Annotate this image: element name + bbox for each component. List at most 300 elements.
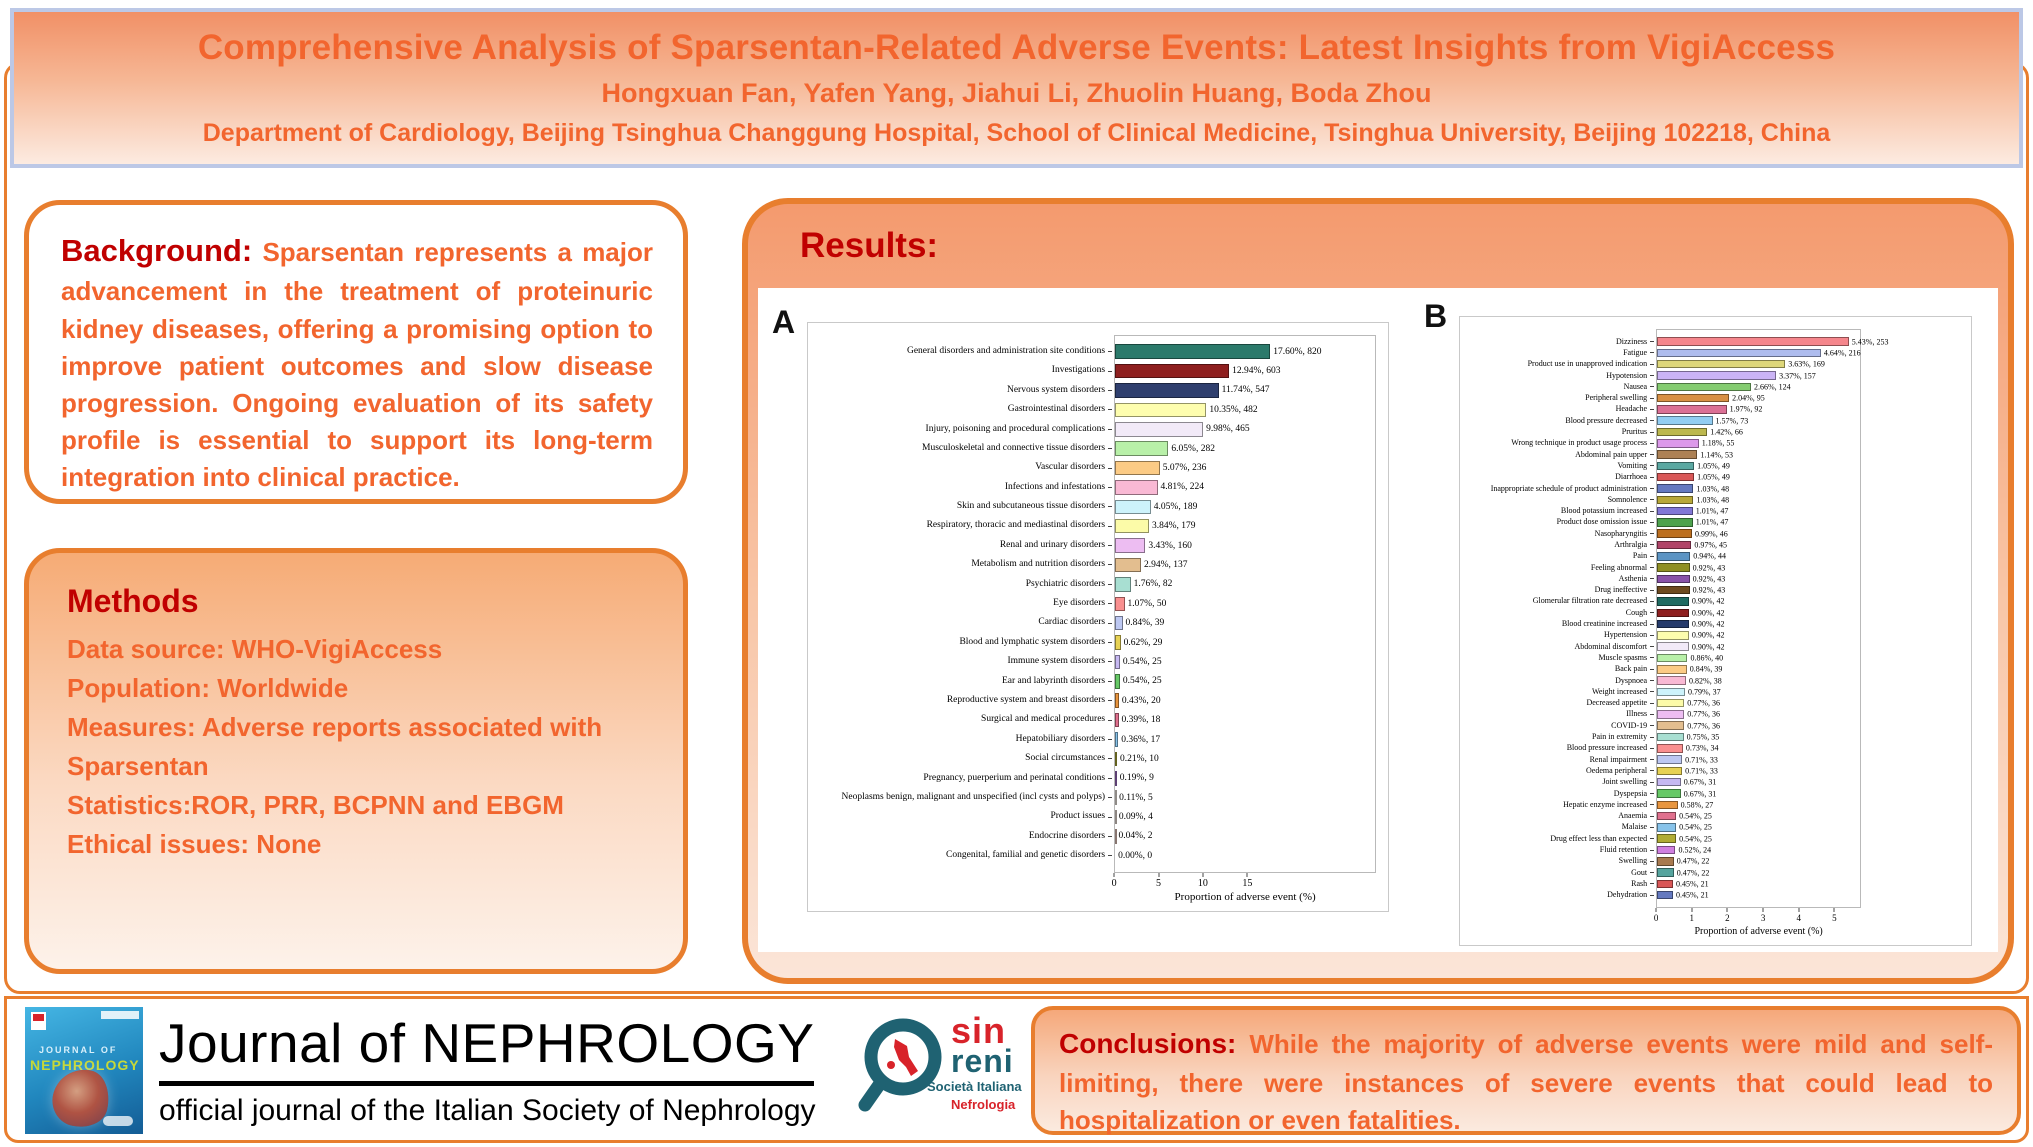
value-label: 0.92%, 43 xyxy=(1692,574,1726,584)
category-label: Endocrine disorders xyxy=(818,827,1114,846)
value-label: 0.82%, 38 xyxy=(1689,676,1722,686)
category-label: Renal and urinary disorders xyxy=(818,536,1114,555)
cover-publisher-mark xyxy=(103,1116,133,1126)
category-label: Nasopharyngitis xyxy=(1470,528,1656,539)
bar xyxy=(1115,597,1124,612)
axis-tick-label: 0 xyxy=(1653,912,1659,923)
background-section xyxy=(24,200,688,504)
bar-row xyxy=(1657,573,1860,584)
axis-tick xyxy=(1158,873,1159,877)
category-label: Nervous system disorders xyxy=(818,381,1114,400)
methods-section xyxy=(24,548,688,974)
bar-row xyxy=(1115,710,1375,729)
bar xyxy=(1115,655,1120,670)
value-label: 0.97%, 45 xyxy=(1694,540,1728,550)
category-label: Drug effect less than expected xyxy=(1470,833,1656,844)
category-label: Neoplasms benign, malignant and unspecified (incl cysts and polyps) xyxy=(818,788,1114,807)
journal-title: Journal of NEPHROLOGY xyxy=(159,1011,814,1086)
category-label: Musculoskeletal and connective tissue disorders xyxy=(818,439,1114,458)
value-label: 1.01%, 47 xyxy=(1695,506,1729,516)
bar-row xyxy=(1115,381,1375,400)
value-label: 1.03%, 48 xyxy=(1696,495,1730,505)
bar xyxy=(1657,834,1676,843)
axis-tick xyxy=(1798,908,1799,912)
plot-area-wrap xyxy=(1111,335,1376,903)
bar xyxy=(1657,349,1821,358)
bar-row xyxy=(1657,878,1860,889)
value-label: 0.11%, 5 xyxy=(1119,792,1153,803)
bar xyxy=(1657,744,1683,753)
panel-a-letter: A xyxy=(772,304,796,340)
bar-row xyxy=(1115,458,1375,477)
bar xyxy=(1657,462,1694,471)
category-label: Wrong technique in product usage process xyxy=(1470,438,1656,449)
methods-line-statistics: Statistics:ROR, PRR, BCPNN and EBGM xyxy=(67,790,564,820)
bar-row xyxy=(1657,618,1860,629)
category-label: Skin and subcutaneous tissue disorders xyxy=(818,497,1114,516)
value-label: 0.52%, 24 xyxy=(1678,845,1712,855)
category-label: Investigations xyxy=(818,361,1114,380)
bar-row xyxy=(1657,505,1860,516)
bar-row xyxy=(1115,652,1375,671)
bar-row xyxy=(1657,585,1860,596)
category-label: Swelling xyxy=(1470,856,1656,867)
category-axis xyxy=(818,335,1114,903)
category-label: Abdominal discomfort xyxy=(1470,641,1656,652)
bar xyxy=(1657,880,1673,889)
value-label: 2.94%, 137 xyxy=(1144,559,1188,570)
conclusions-body: While the majority of adverse events were mild and self-limiting, there were instances of severe events that could lead to hospitalization or even fatalities. xyxy=(1059,1029,1993,1136)
value-label: 0.92%, 43 xyxy=(1692,563,1726,573)
category-label: Glomerular filtration rate decreased xyxy=(1470,596,1656,607)
value-label: 3.84%, 179 xyxy=(1151,521,1196,532)
bar xyxy=(1657,529,1692,538)
bar xyxy=(1657,383,1751,392)
header-banner xyxy=(10,8,2023,168)
bar xyxy=(1657,891,1673,900)
bar xyxy=(1657,642,1689,651)
authors-line: Hongxuan Fan, Yafen Yang, Jiahui Li, Zhuolin Huang, Boda Zhou xyxy=(601,78,1432,108)
axis-tick xyxy=(1691,908,1692,912)
category-label: Decreased appetite xyxy=(1470,698,1656,709)
category-label: Somnolence xyxy=(1470,494,1656,505)
bar xyxy=(1657,337,1849,346)
bar xyxy=(1115,577,1131,592)
value-label: 0.84%, 39 xyxy=(1125,618,1165,629)
category-label: Asthenia xyxy=(1470,573,1656,584)
sin-logo-text-sin: sin xyxy=(951,1010,1007,1051)
sin-logo-text-nefrologia: Nefrologia xyxy=(951,1097,1016,1112)
value-label: 0.21%, 10 xyxy=(1119,753,1159,764)
bar xyxy=(1657,801,1677,810)
value-label: 0.77%, 36 xyxy=(1687,698,1720,708)
category-label: Blood creatinine increased xyxy=(1470,618,1656,629)
bar xyxy=(1115,519,1149,534)
page-title: Comprehensive Analysis of Sparsentan-Related Adverse Events: Latest Insights from VigiAccess xyxy=(197,28,1836,67)
category-label: Infections and infestations xyxy=(818,478,1114,497)
value-label: 0.00%, 0 xyxy=(1118,850,1153,861)
value-label: 11.74%, 547 xyxy=(1221,385,1270,396)
bar xyxy=(1657,823,1676,832)
bar-row xyxy=(1657,788,1860,799)
bar xyxy=(1657,688,1685,697)
value-label: 4.64%, 216 xyxy=(1823,348,1861,358)
bar-row xyxy=(1657,698,1860,709)
bar xyxy=(1657,541,1691,550)
methods-heading: Methods xyxy=(67,583,199,619)
value-label: 0.67%, 31 xyxy=(1683,789,1717,799)
bar xyxy=(1657,812,1676,821)
value-label: 0.45%, 21 xyxy=(1675,890,1709,900)
sin-logo-text-reni: reni xyxy=(951,1043,1014,1079)
bar-row xyxy=(1657,370,1860,381)
category-label: Muscle spasms xyxy=(1470,652,1656,663)
value-label: 1.18%, 55 xyxy=(1701,438,1735,448)
value-label: 1.01%, 47 xyxy=(1695,517,1729,527)
category-label: Blood potassium increased xyxy=(1470,505,1656,516)
chart-b xyxy=(1459,316,1972,946)
value-label: 9.98%, 465 xyxy=(1206,424,1250,435)
category-label: Pregnancy, puerperium and perinatal conditions xyxy=(818,769,1114,788)
value-label: 0.47%, 22 xyxy=(1676,856,1710,866)
value-label: 1.14%, 53 xyxy=(1700,450,1734,460)
value-label: 0.79%, 37 xyxy=(1687,687,1721,697)
bar-row xyxy=(1115,594,1375,613)
bar-row xyxy=(1115,555,1375,574)
bar xyxy=(1115,693,1119,708)
bar xyxy=(1115,616,1122,631)
value-label: 3.43%, 160 xyxy=(1148,540,1192,551)
journal-branding xyxy=(159,1011,816,1128)
value-label: 0.54%, 25 xyxy=(1122,656,1162,667)
x-axis-label: Proportion of adverse event (%) xyxy=(1694,925,1823,937)
bar xyxy=(1115,441,1168,456)
value-label: 0.09%, 4 xyxy=(1118,812,1153,823)
bar xyxy=(1657,778,1681,787)
background-heading: Background: xyxy=(61,233,253,268)
bar-row xyxy=(1657,426,1860,437)
bar-row xyxy=(1657,517,1860,528)
bar-row xyxy=(1115,633,1375,652)
category-label: Pain in extremity xyxy=(1470,731,1656,742)
bar xyxy=(1657,755,1682,764)
bar-row xyxy=(1115,400,1375,419)
axis-tick xyxy=(1727,908,1728,912)
bar-row xyxy=(1115,691,1375,710)
journal-subtitle: official journal of the Italian Society of Nephrology xyxy=(159,1094,816,1127)
bar-row xyxy=(1657,810,1860,821)
results-section xyxy=(742,198,2014,984)
category-label: Renal impairment xyxy=(1470,754,1656,765)
bar xyxy=(1657,507,1693,516)
category-label: Metabolism and nutrition disorders xyxy=(818,555,1114,574)
affiliation-line: Department of Cardiology, Beijing Tsinghua Changgung Hospital, School of Clinical Medicine, Tsinghua University, Beijing 102218, China xyxy=(202,119,1831,147)
category-label: Cardiac disorders xyxy=(818,613,1114,632)
value-label: 2.66%, 124 xyxy=(1754,382,1791,392)
background-body: Sparsentan represents a major advancement in the treatment of proteinuric kidney diseases, offering a promising option to improve patient outcomes and slow disease progression. Ongoing evaluation of its safety profile is essential to support its long-term integration into clinical practice. xyxy=(61,237,653,493)
value-label: 0.90%, 42 xyxy=(1691,596,1725,606)
chart-a xyxy=(807,322,1389,912)
value-label: 1.42%, 66 xyxy=(1710,427,1743,437)
axis-tick xyxy=(1202,873,1203,877)
category-label: Product dose omission issue xyxy=(1470,517,1656,528)
value-label: 0.58%, 27 xyxy=(1680,800,1714,810)
methods-line-data-source: Data source: WHO-VigiAccess xyxy=(67,634,443,664)
category-axis xyxy=(1470,329,1656,937)
category-label: Feeling abnormal xyxy=(1470,562,1656,573)
value-label: 17.60%, 820 xyxy=(1273,346,1322,357)
bar xyxy=(1657,597,1689,606)
value-label: 0.77%, 36 xyxy=(1687,721,1720,731)
category-label: Dyspnoea xyxy=(1470,675,1656,686)
bar-row xyxy=(1657,472,1860,483)
bar-row xyxy=(1657,641,1860,652)
bar xyxy=(1115,674,1120,689)
value-label: 3.37%, 157 xyxy=(1779,371,1816,381)
value-label: 1.57%, 73 xyxy=(1715,416,1749,426)
value-label: 1.97%, 92 xyxy=(1729,404,1763,414)
value-label: 1.07%, 50 xyxy=(1127,598,1167,609)
value-label: 0.90%, 42 xyxy=(1691,630,1725,640)
category-label: Nausea xyxy=(1470,381,1656,392)
bar xyxy=(1657,609,1689,618)
bar xyxy=(1657,846,1675,855)
methods-line-ethics: Ethical issues: None xyxy=(67,829,322,859)
bar-row xyxy=(1657,596,1860,607)
category-label: Pain xyxy=(1470,551,1656,562)
bar-row xyxy=(1657,438,1860,449)
value-label: 0.62%, 29 xyxy=(1123,637,1163,648)
bar-row xyxy=(1657,359,1860,370)
category-label: Product use in unapproved indication xyxy=(1470,359,1656,370)
category-label: Hepatobiliary disorders xyxy=(818,730,1114,749)
bar-row xyxy=(1657,765,1860,776)
value-label: 0.47%, 22 xyxy=(1676,868,1710,878)
panel-b-letter: B xyxy=(1424,298,1448,334)
methods-line-measures: Measures: Adverse reports associated with Sparsentan xyxy=(67,712,603,781)
value-label: 0.77%, 36 xyxy=(1687,709,1720,719)
axis-tick-label: 5 xyxy=(1832,912,1837,923)
category-label: Back pain xyxy=(1470,664,1656,675)
category-label: Eye disorders xyxy=(818,594,1114,613)
cover-title-line1: JOURNAL OF xyxy=(39,1045,118,1055)
value-label: 0.45%, 21 xyxy=(1675,879,1709,889)
bar xyxy=(1657,484,1693,493)
category-label: Headache xyxy=(1470,404,1656,415)
category-label: Surgical and medical procedures xyxy=(818,710,1114,729)
category-label: Pruritus xyxy=(1470,426,1656,437)
axis-tick-label: 2 xyxy=(1725,912,1730,923)
bar-row xyxy=(1657,630,1860,641)
conclusions-heading: Conclusions: xyxy=(1059,1028,1237,1059)
category-label: Peripheral swelling xyxy=(1470,392,1656,403)
category-label: Blood and lymphatic system disorders xyxy=(818,633,1114,652)
value-label: 4.81%, 224 xyxy=(1160,482,1205,493)
value-label: 10.35%, 482 xyxy=(1209,404,1258,415)
category-label: Malaise xyxy=(1470,822,1656,833)
results-figure xyxy=(758,288,1998,952)
value-label: 1.05%, 49 xyxy=(1697,472,1730,482)
bar xyxy=(1657,439,1699,448)
bar-row xyxy=(1657,754,1860,765)
value-label: 0.54%, 25 xyxy=(1679,811,1712,821)
bar-row xyxy=(1657,867,1860,878)
value-label: 12.94%, 603 xyxy=(1232,366,1281,377)
value-label: 6.05%, 282 xyxy=(1171,443,1215,454)
bar xyxy=(1657,416,1712,425)
value-label: 0.71%, 33 xyxy=(1685,766,1718,776)
value-label: 3.63%, 169 xyxy=(1788,359,1825,369)
bar xyxy=(1657,721,1684,730)
category-label: Blood pressure increased xyxy=(1470,743,1656,754)
value-label: 1.03%, 48 xyxy=(1696,484,1730,493)
category-label: Congenital, familial and genetic disorders xyxy=(818,846,1114,865)
category-label: Blood pressure decreased xyxy=(1470,415,1656,426)
value-label: 0.67%, 31 xyxy=(1683,777,1717,787)
bar-row xyxy=(1115,788,1375,807)
bar-row xyxy=(1115,827,1375,846)
bar-row xyxy=(1657,822,1860,833)
value-label: 0.75%, 35 xyxy=(1686,732,1720,742)
background-text xyxy=(61,229,653,496)
axis-tick xyxy=(1247,873,1248,877)
bar-row xyxy=(1657,347,1860,358)
category-label: COVID-19 xyxy=(1470,720,1656,731)
value-label: 0.90%, 42 xyxy=(1691,642,1725,652)
bar-row xyxy=(1657,856,1860,867)
bar-row xyxy=(1115,613,1375,632)
bar xyxy=(1657,733,1683,742)
bar-row xyxy=(1115,361,1375,380)
category-label: Abdominal pain upper xyxy=(1470,449,1656,460)
bar xyxy=(1115,752,1117,767)
x-axis-label: Proportion of adverse event (%) xyxy=(1174,890,1316,903)
bar-row xyxy=(1657,562,1860,573)
bar xyxy=(1115,829,1117,844)
bar-row xyxy=(1657,336,1889,347)
bar-row xyxy=(1657,404,1860,415)
bar-row xyxy=(1657,528,1860,539)
bar xyxy=(1115,558,1141,573)
category-label: Hepatic enzyme increased xyxy=(1470,799,1656,810)
chart-inner xyxy=(1470,329,1889,937)
bar xyxy=(1115,538,1145,553)
axis-tick xyxy=(1763,908,1764,912)
value-label: 2.04%, 95 xyxy=(1732,393,1765,403)
category-label: Hypertension xyxy=(1470,630,1656,641)
category-label: Cough xyxy=(1470,607,1656,618)
category-label: Hypotension xyxy=(1470,370,1656,381)
category-label: Joint swelling xyxy=(1470,777,1656,788)
bar-row xyxy=(1657,686,1860,697)
bar xyxy=(1657,767,1682,776)
bar-row xyxy=(1657,494,1860,505)
bar-row xyxy=(1115,807,1375,826)
axis-tick-label: 1 xyxy=(1689,912,1694,923)
category-label: Anaemia xyxy=(1470,810,1656,821)
category-label: Reproductive system and breast disorders xyxy=(818,691,1114,710)
value-label: 4.05%, 189 xyxy=(1153,501,1198,512)
journal-cover-image xyxy=(25,1007,143,1134)
bar-row xyxy=(1657,483,1860,494)
bar xyxy=(1657,450,1697,459)
bar-row xyxy=(1657,460,1860,471)
chart-inner xyxy=(818,335,1376,903)
bar-row xyxy=(1115,478,1375,497)
bar xyxy=(1657,394,1729,403)
bar xyxy=(1657,710,1684,719)
axis-tick-label: 3 xyxy=(1760,912,1766,923)
category-label: Ear and labyrinth disorders xyxy=(818,672,1114,691)
magnifier-kidney-icon xyxy=(855,1013,950,1125)
bar xyxy=(1657,518,1693,527)
bar xyxy=(1115,403,1206,418)
bar-row xyxy=(1115,420,1375,439)
category-label: Social circumstances xyxy=(818,749,1114,768)
bar-row xyxy=(1115,536,1375,555)
category-label: Product issues xyxy=(818,807,1114,826)
value-label: 0.54%, 25 xyxy=(1679,834,1712,844)
chart-panel-b xyxy=(1424,300,1972,946)
cover-issn-band xyxy=(101,1011,139,1019)
bar xyxy=(1657,789,1681,798)
bar xyxy=(1115,771,1117,786)
bar-row xyxy=(1657,415,1860,426)
bar-row xyxy=(1115,846,1375,865)
bar-row xyxy=(1657,833,1860,844)
bar xyxy=(1115,461,1160,476)
bar xyxy=(1657,496,1693,505)
cover-mini-logo-icon xyxy=(31,1012,46,1030)
bar-row xyxy=(1115,439,1375,458)
category-label: Weight increased xyxy=(1470,686,1656,697)
bar-row xyxy=(1115,769,1375,788)
bar-row xyxy=(1657,539,1860,550)
axis-tick-label: 0 xyxy=(1111,877,1117,889)
category-label: Respiratory, thoracic and mediastinal disorders xyxy=(818,517,1114,536)
category-label: Dyspepsia xyxy=(1470,788,1656,799)
axis-tick xyxy=(1834,908,1835,912)
bar-row xyxy=(1657,890,1860,901)
bar-row xyxy=(1657,777,1860,788)
bar xyxy=(1657,868,1674,877)
bar xyxy=(1115,383,1218,398)
bar xyxy=(1657,428,1707,437)
chart-panel-a xyxy=(772,306,1389,912)
bar xyxy=(1115,500,1151,515)
bar xyxy=(1657,552,1690,561)
bar-row xyxy=(1657,551,1860,562)
bar-row xyxy=(1657,381,1860,392)
axis-tick-label: 4 xyxy=(1796,912,1801,923)
category-label: Oedema peripheral xyxy=(1470,765,1656,776)
value-label: 0.86%, 40 xyxy=(1690,653,1724,663)
bar-row xyxy=(1115,497,1375,516)
category-label: Diarrhoea xyxy=(1470,472,1656,483)
bar xyxy=(1115,364,1229,379)
axis-tick xyxy=(1656,908,1657,912)
value-label: 0.84%, 39 xyxy=(1689,664,1723,674)
category-label: Gastrointestinal disorders xyxy=(818,400,1114,419)
bar-row xyxy=(1657,664,1860,675)
bar xyxy=(1115,810,1117,825)
x-axis-ticks xyxy=(1111,873,1376,890)
bar xyxy=(1115,635,1120,650)
bar xyxy=(1115,480,1157,495)
bar xyxy=(1657,473,1694,482)
value-label: 0.43%, 20 xyxy=(1121,695,1161,706)
bar-row xyxy=(1657,743,1860,754)
